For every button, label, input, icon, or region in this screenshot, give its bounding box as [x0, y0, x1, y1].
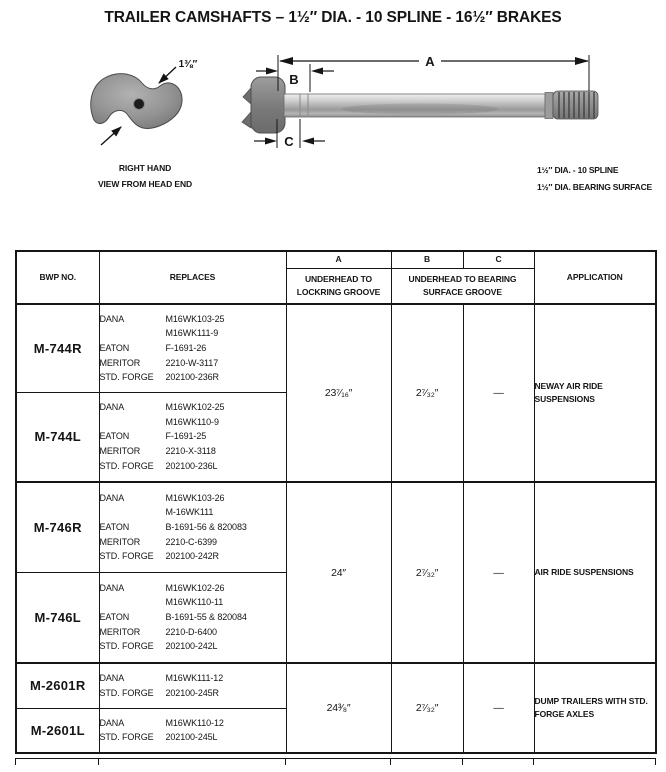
replaces-part: M16WK111-12 [165, 673, 224, 684]
replaces-part: 202100-242L [165, 641, 218, 652]
cam-dimension-arrow-icon [159, 67, 176, 83]
replaces-brand: MERITOR [99, 446, 141, 457]
replaces-brand: DANA [99, 673, 125, 684]
replaces-part: M16WK103-26 [165, 492, 225, 503]
replaces-brand: DANA [99, 492, 125, 503]
cam-head-figure [91, 59, 198, 145]
cam-dimension-label: 1⅜″ [178, 59, 198, 70]
dim-a-value: 24″ [286, 482, 391, 663]
replaces-brand: DANA [99, 717, 125, 728]
page-title: TRAILER CAMSHAFTS – 1½″ DIA. - 10 SPLINE - 16½″ BRAKES [104, 9, 562, 26]
replaces-cell [99, 482, 286, 572]
replaces-brand: EATON [99, 611, 130, 622]
replaces-part: M16WK110-12 [165, 717, 224, 728]
replaces-cell [99, 392, 286, 482]
replaces-part: M16WK110-11 [165, 597, 224, 608]
replaces-part: M16WK110-9 [165, 416, 219, 427]
replaces-brand [100, 595, 166, 610]
parts-table-wrap [15, 250, 655, 765]
replaces-part: B-1691-56 & 820083 [165, 521, 247, 532]
dim-c-value [463, 759, 534, 766]
table-continuation-sliver [15, 758, 656, 765]
replaces-brand: STD. FORGE [99, 641, 154, 652]
dim-c-value: — [463, 663, 534, 753]
replaces-part: M-16WK111 [165, 507, 214, 518]
replaces-part: 202100-236L [165, 460, 218, 471]
shaft-specs [537, 162, 662, 196]
replaces-brand: STD. FORGE [99, 460, 154, 471]
cam-hole [134, 99, 145, 110]
parts-table [15, 250, 657, 754]
replaces-part: 2210-W-3117 [165, 357, 219, 368]
application-cell: AIR RIDE SUSPENSIONS [534, 482, 656, 663]
replaces-brand: DANA [99, 402, 125, 413]
replaces-part: M16WK102-25 [165, 402, 225, 413]
table-row [16, 759, 656, 766]
replaces-cell [99, 572, 286, 663]
shaft-head-shape [242, 88, 251, 128]
dim-arrow-icon [311, 68, 323, 75]
col-header-bwp-no: BWP NO. [16, 251, 99, 304]
spec-line2: 1½″ DIA. BEARING SURFACE [537, 182, 652, 192]
replaces-part: 202100-242R [165, 551, 219, 562]
table-header-letters-row [16, 251, 656, 268]
dim-b-label: B [289, 72, 299, 87]
application-cell: NEWAY AIR RIDE SUSPENSIONS [534, 304, 656, 482]
replaces-part: M16WK103-25 [165, 313, 225, 324]
replaces-cell [99, 304, 286, 392]
dim-arrow-icon [302, 138, 314, 145]
col-header-c: C [463, 251, 534, 268]
col-header-a-desc: UNDERHEAD TO LOCKRING GROOVE [286, 268, 391, 304]
replaces-cell [99, 759, 286, 766]
col-header-replaces: REPLACES [99, 251, 286, 304]
replaces-brand: STD. FORGE [99, 551, 154, 562]
replaces-brand: STD. FORGE [99, 372, 154, 383]
replaces-brand [100, 505, 166, 520]
bwp-cell: M-2601R [16, 663, 99, 708]
replaces-brand [100, 415, 166, 430]
table-group [16, 482, 656, 663]
replaces-part: M16WK111-9 [165, 328, 219, 339]
replaces-part: 202100-245L [165, 732, 218, 743]
shaft-head [251, 77, 285, 133]
replaces-brand: EATON [99, 342, 130, 353]
replaces-brand: MERITOR [99, 357, 141, 368]
bwp-cell: M-744R [16, 304, 99, 392]
dim-arrow-icon [575, 57, 589, 65]
table-header [16, 251, 656, 304]
replaces-part: 2210-D-6400 [165, 626, 217, 637]
cam-pointer-arrow-icon [101, 127, 121, 145]
replaces-part: 202100-236R [165, 372, 219, 383]
replaces-brand: EATON [99, 431, 130, 442]
dim-c-label: C [284, 134, 294, 149]
replaces-brand: MERITOR [99, 536, 141, 547]
view-caption [70, 160, 220, 192]
dim-a-value: 24³⁄₈″ [286, 663, 391, 753]
table-group [16, 663, 656, 753]
dim-c-value: — [463, 482, 534, 663]
shaft-shading [342, 104, 498, 115]
bwp-cell: M-746R [16, 482, 99, 572]
bwp-cell: M-746L [16, 572, 99, 663]
replaces-part: F-1691-25 [165, 431, 207, 442]
replaces-brand: EATON [99, 521, 130, 532]
col-header-a: A [286, 251, 391, 268]
dim-arrow-icon [279, 57, 293, 65]
replaces-part: 2210-X-3118 [165, 446, 216, 457]
dim-a-value [286, 759, 391, 766]
replaces-brand: STD. FORGE [99, 687, 154, 698]
col-header-b: B [391, 251, 463, 268]
dim-b-value: 2⁷⁄₃₂″ [391, 482, 463, 663]
replaces-cell [99, 708, 286, 753]
replaces-brand: MERITOR [99, 626, 141, 637]
dim-a-label: A [425, 54, 435, 69]
replaces-part: M16WK102-26 [165, 582, 225, 593]
dim-c-value: — [463, 304, 534, 482]
replaces-brand: DANA [99, 313, 125, 324]
application-cell: DUMP TRAILERS WITH STD. FORGE AXLES [534, 663, 656, 753]
bwp-cell [16, 759, 99, 766]
replaces-brand [100, 326, 166, 341]
replaces-part: 202100-245R [165, 687, 219, 698]
dim-b-value: 2⁷⁄₃₂″ [391, 663, 463, 753]
replaces-part: B-1691-55 & 820084 [165, 611, 247, 622]
application-cell [534, 759, 656, 766]
replaces-part: 2210-C-6399 [165, 536, 217, 547]
replaces-brand: DANA [99, 582, 125, 593]
dim-b-value [391, 759, 463, 766]
replaces-cell [99, 663, 286, 708]
view-caption-line2: VIEW FROM HEAD END [97, 179, 193, 189]
table-row [16, 482, 656, 572]
table-group [16, 304, 656, 482]
dim-a-value: 23⁷⁄₁₆″ [286, 304, 391, 482]
bwp-cell: M-744L [16, 392, 99, 482]
dim-arrow-icon [265, 138, 277, 145]
table-row [16, 663, 656, 708]
spec-line1: 1½″ DIA. - 10 SPLINE [537, 165, 619, 175]
col-header-bc-desc: UNDERHEAD TO BEARING SURFACE GROOVE [391, 268, 534, 304]
dim-b-value: 2⁷⁄₃₂″ [391, 304, 463, 482]
spline-step [545, 93, 553, 119]
view-caption-line1: RIGHT HAND [118, 163, 172, 173]
replaces-brand: STD. FORGE [99, 732, 154, 743]
bwp-cell: M-2601L [16, 708, 99, 753]
replaces-part: F-1691-26 [165, 342, 207, 353]
col-header-application: APPLICATION [534, 251, 656, 304]
dim-arrow-icon [266, 68, 278, 75]
table-row [16, 304, 656, 392]
